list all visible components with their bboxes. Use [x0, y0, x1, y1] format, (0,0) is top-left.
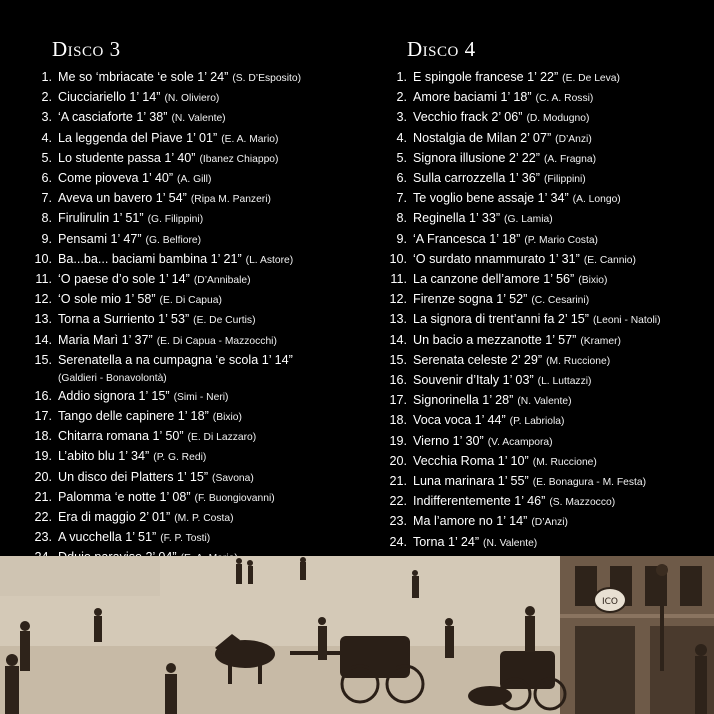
track-title-duration: Luna marinara 1’ 55” [413, 474, 529, 489]
track-author: (L. Astore) [245, 254, 294, 266]
track-number: 21. [34, 489, 52, 504]
track-item [383, 512, 714, 532]
track-number: 4. [396, 130, 407, 145]
track-body [413, 68, 620, 88]
track-number: 13. [389, 312, 407, 327]
shop-sign [594, 588, 626, 612]
track-author: (M. Ruccione) [546, 355, 611, 367]
track-author: (S. Mazzocco) [549, 497, 616, 509]
track-title-duration: E spingole francese 1’ 22” [413, 70, 559, 84]
track-number: 3. [396, 110, 407, 125]
track-body [413, 411, 564, 431]
track-author: (E. Bonagura - M. Festa) [532, 477, 647, 489]
track-body [413, 512, 568, 532]
track-title-duration: A vucchella 1’ 51” [58, 530, 157, 545]
track-number: 5. [396, 150, 407, 165]
track-author: (N. Oliviero) [164, 93, 220, 105]
track-title-duration: Signora illusione 2’ 22” [413, 150, 540, 165]
track-item [383, 209, 714, 229]
track-number: 12. [34, 292, 52, 307]
track-author: (D’Annibale) [193, 275, 251, 287]
track-body [413, 351, 610, 371]
track-number: 15. [34, 352, 52, 367]
track-number: 23. [389, 514, 407, 529]
track-item [383, 432, 714, 452]
track-number: 6. [396, 171, 407, 186]
track-title-duration: Come pioveva 1’ 40” [58, 171, 174, 186]
track-number: 7. [396, 191, 407, 206]
street-scene-illustration [0, 556, 714, 714]
track-author: (C. Cesarini) [531, 295, 590, 307]
track-body [58, 488, 275, 508]
track-author: (F. P. Tosti) [160, 533, 211, 545]
track-title-duration: Firulirulin 1’ 51” [58, 211, 144, 226]
track-body [413, 472, 646, 492]
track-body [413, 270, 607, 290]
track-number: 24. [389, 534, 407, 549]
track-item [383, 452, 714, 472]
track-item [383, 108, 714, 128]
disco-3-title: Disco 3 [52, 37, 121, 61]
track-body [58, 352, 293, 387]
track-title-duration: Firenze sogna 1’ 52” [413, 292, 528, 307]
track-item [383, 149, 714, 169]
track-item [28, 270, 368, 290]
track-number: 19. [389, 433, 407, 448]
track-author: (D’Anzi) [555, 133, 592, 145]
track-item [383, 290, 714, 310]
track-number: 17. [34, 409, 52, 424]
track-item [28, 488, 368, 508]
track-title-duration: ‘A casciaforte 1’ 38” [58, 110, 168, 125]
track-author: (Simi - Neri) [173, 391, 229, 403]
track-number: 8. [41, 211, 52, 226]
track-body [413, 290, 589, 310]
track-body [413, 310, 661, 330]
track-number: 1. [396, 70, 407, 84]
track-item [383, 68, 714, 88]
track-number: 9. [396, 231, 407, 246]
vintage-street-photo [0, 556, 714, 714]
track-item [28, 149, 368, 169]
track-item [383, 391, 714, 411]
track-author: (D. Modugno) [526, 113, 590, 125]
track-author: (P. Labriola) [509, 416, 565, 428]
track-item [383, 351, 714, 371]
track-number: 16. [34, 388, 52, 403]
track-title-duration: Nostalgia de Milan 2’ 07” [413, 130, 552, 145]
track-title-duration: Amore baciami 1’ 18” [413, 90, 532, 105]
track-title-duration: ‘O sole mio 1’ 58” [58, 292, 156, 307]
track-author: (N. Valente) [483, 537, 538, 549]
track-item [383, 230, 714, 250]
disco-3-track-list [28, 68, 368, 609]
track-author: (E. Di Capua - Mazzocchi) [156, 335, 277, 347]
track-author: (A. Longo) [572, 194, 621, 206]
track-title-duration: ‘A Francesca 1’ 18” [413, 231, 521, 246]
track-body [58, 169, 211, 189]
track-body [58, 230, 201, 250]
track-title-duration: Palomma ‘e notte 1’ 08” [58, 489, 191, 504]
track-body [413, 108, 589, 128]
track-item [28, 508, 368, 528]
track-author: (E. A. Mario) [221, 133, 279, 145]
track-number: 11. [35, 272, 52, 287]
track-author: (Bixio) [212, 412, 242, 424]
track-item [383, 411, 714, 431]
track-title-duration: Un bacio a mezzanotte 1’ 57” [413, 332, 577, 347]
track-item [28, 351, 368, 387]
track-body [413, 88, 593, 108]
track-body [413, 129, 592, 149]
track-number: 22. [34, 510, 52, 525]
track-item [383, 331, 714, 351]
track-item [28, 407, 368, 427]
track-author: (L. Luttazzi) [537, 376, 592, 388]
track-body [58, 427, 256, 447]
track-body [58, 407, 242, 427]
track-item [383, 169, 714, 189]
track-item [28, 169, 368, 189]
track-title-duration: Tango delle capinere 1’ 18” [58, 409, 209, 424]
track-body [413, 149, 596, 169]
track-title-duration: La leggenda del Piave 1’ 01” [58, 130, 218, 145]
track-item [28, 528, 368, 548]
track-number: 14. [34, 332, 52, 347]
track-title-duration: Addio signora 1’ 15” [58, 388, 170, 403]
track-item [28, 250, 368, 270]
track-item [383, 129, 714, 149]
track-title-duration: Pensami 1’ 47” [58, 231, 142, 246]
track-item [383, 310, 714, 330]
track-body [58, 447, 206, 467]
track-number: 20. [389, 453, 407, 468]
track-body [413, 331, 621, 351]
track-author: (A. Fragna) [543, 153, 597, 165]
track-number: 21. [389, 474, 407, 489]
track-title-duration: Vecchio frack 2’ 06” [413, 110, 523, 125]
track-body [413, 169, 586, 189]
track-body [58, 468, 254, 488]
track-author: (G. Belfiore) [145, 234, 202, 246]
track-author: (E. De Curtis) [193, 315, 256, 327]
svg-text:ICO: ICO [601, 597, 619, 607]
track-title-duration: Indifferentemente 1’ 46” [413, 494, 546, 509]
track-item [28, 209, 368, 229]
track-body [413, 250, 636, 270]
track-item [383, 88, 714, 108]
track-author: (F. Buongiovanni) [194, 492, 275, 504]
track-number: 22. [389, 494, 407, 509]
track-author: (Savona) [212, 472, 254, 484]
track-item [383, 189, 714, 209]
track-title-duration: Te voglio bene assaje 1’ 34” [413, 191, 569, 206]
track-title-duration: Ciucciariello 1’ 14” [58, 90, 161, 105]
track-body [58, 149, 278, 169]
track-title-duration: Torna a Surriento 1’ 53” [58, 312, 190, 327]
track-body [58, 108, 226, 128]
track-number: 23. [34, 530, 52, 545]
track-item [28, 129, 368, 149]
track-title-duration: Sulla carrozzella 1’ 36” [413, 171, 540, 186]
track-title-duration: Vierno 1’ 30” [413, 433, 484, 448]
track-number: 18. [389, 413, 407, 428]
track-title-duration: Reginella 1’ 33” [413, 211, 501, 226]
track-number: 12. [389, 292, 407, 307]
track-item [28, 88, 368, 108]
track-author: (C. A. Rossi) [535, 93, 594, 105]
track-author: (G. Filippini) [147, 214, 204, 226]
track-body [58, 387, 228, 407]
track-author: (Leoni - Natoli) [592, 315, 661, 327]
track-author: (E. Di Capua) [159, 295, 222, 307]
track-author: (N. Valente) [517, 396, 572, 408]
track-number: 2. [41, 90, 52, 105]
track-body [58, 290, 222, 310]
track-item [28, 387, 368, 407]
track-author: (V. Acampora) [487, 436, 553, 448]
disco-4-track-list [383, 68, 714, 593]
track-author: (E. De Leva) [562, 73, 620, 84]
track-author: (Galdieri - Bonavolontà) [58, 372, 167, 384]
track-number: 4. [41, 130, 52, 145]
track-number: 15. [389, 352, 407, 367]
track-author: (Bixio) [578, 275, 608, 287]
track-body [413, 452, 597, 472]
track-title-duration: Voca voca 1’ 44” [413, 413, 506, 428]
track-title-duration: Chitarra romana 1’ 50” [58, 429, 184, 444]
track-number: 19. [34, 449, 52, 464]
track-body [58, 88, 219, 108]
track-body [58, 68, 301, 88]
track-number: 2. [396, 90, 407, 105]
track-item [28, 108, 368, 128]
track-author: (P. G. Redi) [153, 452, 207, 464]
track-body [58, 250, 293, 270]
track-number: 11. [390, 272, 407, 287]
track-title-duration: Lo studente passa 1’ 40” [58, 150, 196, 165]
track-author: (M. P. Costa) [174, 513, 234, 525]
track-author: (S. D’Esposito) [232, 73, 301, 84]
track-author: (Ibanez Chiappo) [199, 153, 279, 165]
track-body [413, 209, 553, 229]
track-number: 10. [389, 251, 407, 266]
track-title-duration: Ma l’amore no 1’ 14” [413, 514, 528, 529]
track-item [383, 492, 714, 512]
track-title-duration: Vecchia Roma 1’ 10” [413, 453, 529, 468]
track-number: 1. [41, 70, 52, 84]
track-body [58, 331, 277, 351]
track-number: 10. [34, 251, 52, 266]
track-title-duration: ‘O surdato nnammurato 1’ 31” [413, 251, 580, 266]
track-title-duration: Serenatella a na cumpagna ‘e scola 1’ 14” [58, 352, 293, 367]
track-title-duration: La signora di trent’anni fa 2’ 15” [413, 312, 589, 327]
track-number: 18. [34, 429, 52, 444]
track-title-duration: Maria Marì 1’ 37” [58, 332, 153, 347]
track-title-duration: ‘O paese d’o sole 1’ 14” [58, 272, 190, 287]
track-item [28, 468, 368, 488]
track-item [383, 472, 714, 492]
track-body [413, 189, 621, 209]
track-title-duration: L’abito blu 1’ 34” [58, 449, 150, 464]
track-item [383, 250, 714, 270]
track-author: (A. Gill) [177, 174, 212, 186]
track-number: 17. [389, 393, 407, 408]
track-number: 6. [41, 171, 52, 186]
track-body [58, 508, 234, 528]
track-number: 13. [34, 312, 52, 327]
track-item [383, 371, 714, 391]
track-author: (G. Lamia) [504, 214, 553, 226]
track-item [28, 447, 368, 467]
track-item [28, 331, 368, 351]
track-item [383, 270, 714, 290]
track-body [413, 371, 591, 391]
track-title-duration: Serenata celeste 2’ 29” [413, 352, 543, 367]
track-number: 8. [396, 211, 407, 226]
track-number: 5. [41, 150, 52, 165]
track-number: 14. [389, 332, 407, 347]
track-author: (E. Di Lazzaro) [187, 432, 257, 444]
track-body [413, 492, 615, 512]
track-item [28, 427, 368, 447]
disco-4-title: Disco 4 [407, 37, 476, 61]
disco-4-column [383, 36, 714, 593]
track-number: 16. [389, 373, 407, 388]
track-author: (M. Ruccione) [532, 456, 597, 468]
track-title-duration: Torna 1’ 24” [413, 534, 480, 549]
track-item [383, 533, 714, 553]
track-body [413, 391, 572, 411]
track-title-duration: La canzone dell’amore 1’ 56” [413, 272, 575, 287]
track-body [58, 129, 278, 149]
track-number: 20. [34, 469, 52, 484]
track-body [58, 270, 251, 290]
track-body [413, 432, 553, 452]
track-body [58, 189, 271, 209]
track-body [58, 528, 210, 548]
track-author: (D’Anzi) [531, 517, 568, 529]
track-author: (E. Cannio) [583, 254, 636, 266]
track-author: (P. Mario Costa) [524, 234, 598, 246]
track-body [413, 533, 537, 553]
track-item [28, 68, 368, 88]
track-item [28, 189, 368, 209]
track-author: (Filippini) [543, 174, 586, 186]
track-title-duration: Souvenir d’Italy 1’ 03” [413, 373, 534, 388]
building-facade [560, 556, 714, 714]
track-item [28, 310, 368, 330]
disco-3-column [28, 36, 368, 609]
track-author: (Ripa M. Panzeri) [190, 194, 271, 206]
track-item [28, 290, 368, 310]
track-title-duration: Me so ‘mbriacate ‘e sole 1’ 24” [58, 70, 229, 84]
track-number: 7. [41, 191, 52, 206]
track-title-duration: Era di maggio 2’ 01” [58, 510, 171, 525]
track-body [58, 310, 256, 330]
track-item [28, 230, 368, 250]
track-author: (N. Valente) [171, 113, 226, 125]
track-author: (Kramer) [580, 335, 621, 347]
track-title-duration: Ba...ba... baciami bambina 1’ 21” [58, 251, 242, 266]
track-number: 3. [41, 110, 52, 125]
track-title-duration: Aveva un bavero 1’ 54” [58, 191, 187, 206]
track-title-duration: Un disco dei Platters 1’ 15” [58, 469, 209, 484]
track-number: 9. [41, 231, 52, 246]
track-title-duration: Signorinella 1’ 28” [413, 393, 514, 408]
track-body [413, 230, 598, 250]
track-body [58, 209, 203, 229]
